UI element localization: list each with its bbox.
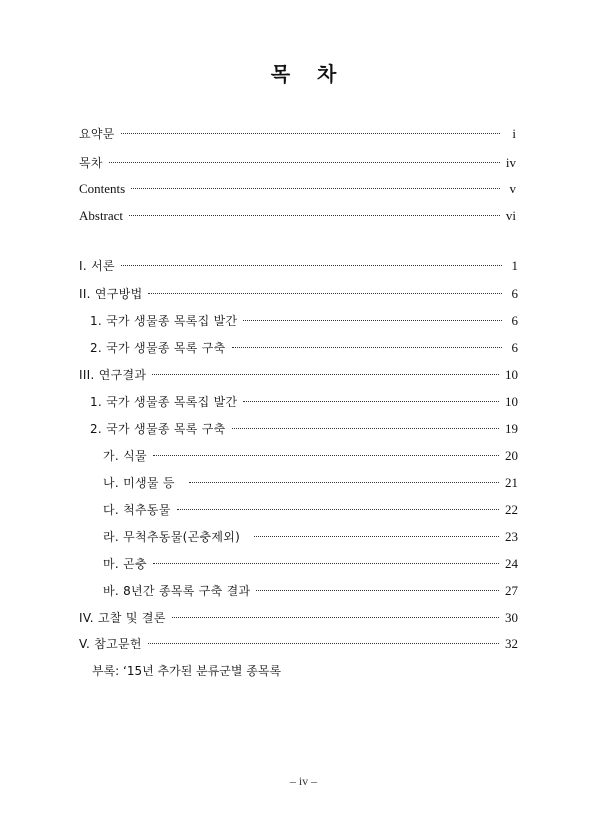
dot-leader [152,374,499,375]
toc-entry-invertebrates[interactable] [103,527,518,547]
toc-entry-label: I. 서론 [79,259,115,273]
toc-entry-label: Contents [79,181,126,196]
toc-entry-label: 목차 [79,156,103,170]
dot-leader [148,643,499,644]
toc-entry-microbes[interactable] [103,473,518,493]
toc-entry-page: 30 [505,610,518,625]
toc-entry-label: 라. 무척추동물(곤충제외) [103,530,241,544]
dot-leader [172,617,499,618]
dot-leader [243,401,499,402]
dot-leader [232,347,502,348]
toc-entry-page: 10 [505,367,518,382]
toc-entry-toc[interactable] [79,153,516,173]
toc-entry-2-1[interactable] [90,311,518,331]
dot-leader [243,320,502,321]
toc-entry-label: 가. 식물 [103,449,147,463]
toc-entry-vertebrates[interactable] [103,500,518,520]
toc-entry-label: Abstract [79,208,124,223]
dot-leader [232,428,499,429]
toc-entry-page: 32 [505,636,518,651]
toc-entry-contents[interactable] [79,179,516,199]
toc-entry-page: 6 [511,313,518,328]
toc-entry-label: 2. 국가 생물종 목록 구축 [90,341,226,355]
dot-leader [131,188,500,189]
page-title: 목 차 [270,62,347,86]
page-number-footer: – iv – [289,774,318,788]
dot-leader [153,563,499,564]
dot-leader [254,536,499,537]
dot-leader [121,265,502,266]
toc-entry-page: 19 [505,421,518,436]
toc-entry-chapter-3[interactable] [79,365,518,385]
toc-entry-page: iv [505,155,516,170]
toc-entry-page: 6 [511,340,518,355]
toc-entry-label: 마. 곤충 [103,557,147,571]
dot-leader [129,215,500,216]
toc-entry-page: 6 [511,286,518,301]
toc-entry-summary[interactable] [79,124,516,144]
toc-entry-insects[interactable] [103,554,518,574]
toc-entry-page: 22 [505,502,518,517]
toc-entry-appendix[interactable]: 부록: ‘15년 추가된 분류군별 종목록 [92,664,282,678]
toc-entry-3-2[interactable] [90,419,518,439]
toc-entry-page: 24 [505,556,518,571]
toc-entry-page: 10 [505,394,518,409]
dot-leader [148,293,502,294]
toc-entry-label: 나. 미생물 등 [103,476,175,490]
toc-entry-chapter-4[interactable] [79,608,518,628]
dot-leader [189,482,499,483]
toc-entry-label: 1. 국가 생물종 목록집 발간 [90,314,238,328]
toc-entry-8-year-results[interactable] [103,581,518,601]
toc-entry-page: 27 [505,583,518,598]
toc-entry-plants[interactable] [103,446,518,466]
toc-entry-page: vi [505,208,516,223]
toc-entry-page: v [509,181,516,196]
dot-leader [153,455,499,456]
toc-entry-3-1[interactable] [90,392,518,412]
toc-entry-chapter-1[interactable] [79,256,518,276]
dot-leader [109,162,500,163]
dot-leader [121,133,500,134]
toc-entry-2-2[interactable] [90,338,518,358]
toc-entry-page: 1 [511,258,518,273]
toc-entry-label: III. 연구결과 [79,368,147,382]
toc-entry-page: 20 [505,448,518,463]
dot-leader [177,509,499,510]
toc-entry-page: 23 [505,529,518,544]
toc-entry-label: 1. 국가 생물종 목록집 발간 [90,395,238,409]
toc-entry-label: IV. 고찰 및 결론 [79,611,166,625]
toc-entry-label: 바. 8년간 종목록 구축 결과 [103,584,251,598]
toc-entry-label: 다. 척추동물 [103,503,171,517]
toc-entry-page: 21 [505,475,518,490]
toc-entry-abstract[interactable] [79,206,516,226]
toc-entry-page: i [512,126,516,141]
toc-entry-label: V. 참고문헌 [79,637,142,651]
toc-entry-chapter-5[interactable] [79,634,518,654]
toc-entry-label: 2. 국가 생물종 목록 구축 [90,422,226,436]
toc-entry-chapter-2[interactable] [79,284,518,304]
toc-entry-label: 요약문 [79,127,115,141]
dot-leader [256,590,499,591]
toc-entry-label: II. 연구방법 [79,287,143,301]
